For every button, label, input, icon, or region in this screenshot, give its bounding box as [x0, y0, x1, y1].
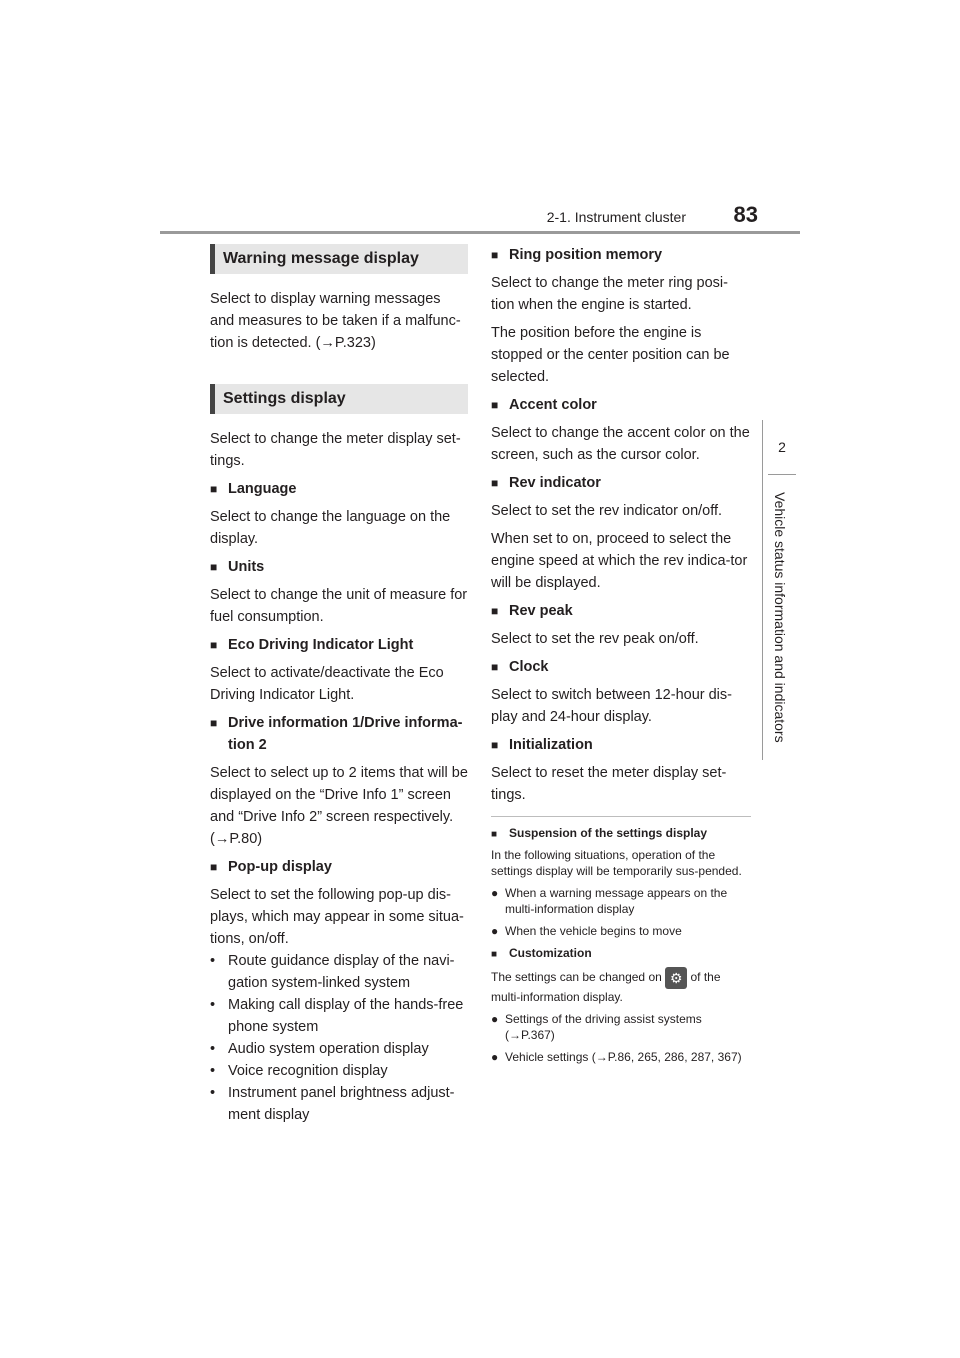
popup-text: Select to set the following pop-up dis-plays, which may appear in some situa-tions, on/off. [210, 887, 464, 947]
initialization-text: Select to reset the meter display set-tings. [491, 765, 727, 803]
clock-text: Select to switch between 12-hour dis-play and 24-hour display. [491, 687, 732, 725]
list-item: ● Vehicle settings (→P.86, 265, 286, 287, 367) [491, 1050, 742, 1064]
accent-color-text: Select to change the accent color on the screen, such as the cursor color. [491, 425, 750, 463]
clock-heading: ■ Clock [491, 656, 751, 678]
list-item: • Route guidance display of the navi-gation system-linked system [210, 953, 455, 991]
list-item: • Instrument panel brightness adjust-ment display [210, 1085, 455, 1123]
rev-indicator-text-2: When set to on, proceed to select the engine speed at which the rev indica-tor will be displayed. [491, 531, 748, 591]
language-text: Select to change the language on the display. [210, 509, 451, 547]
rev-peak-text: Select to set the rev peak on/off. [491, 631, 699, 647]
tab-divider [768, 474, 796, 475]
customization-heading: ■ Customization [491, 945, 751, 963]
suspension-heading: ■ Suspension of the settings display [491, 825, 751, 843]
square-bullet-icon [491, 600, 509, 622]
square-bullet-icon [210, 556, 228, 578]
units-text: Select to change the unit of measure for fuel consumption. [210, 587, 468, 625]
list-item: • Audio system operation display [210, 1041, 429, 1057]
square-bullet-icon [491, 945, 509, 963]
initialization-heading: ■ Initialization [491, 734, 751, 756]
list-item: • Making call display of the hands-free phone system [210, 997, 464, 1035]
language-heading: ■ Language [210, 478, 468, 500]
units-heading: ■ Units [210, 556, 468, 578]
right-column [491, 244, 751, 1071]
square-bullet-icon [491, 244, 509, 266]
page-number: 83 [733, 202, 758, 227]
ring-position-heading: ■ Ring position memory [491, 244, 751, 266]
ring-position-text-2: The position before the engine is stopped or the center position can be selected. [491, 325, 730, 385]
section-title: 2-1. Instrument cluster [546, 209, 686, 225]
warning-message-text: Select to display warning messages and measures to be taken if a malfunc-tion is detected. (→P.323) [210, 291, 461, 351]
tab-rule [762, 420, 763, 760]
notes-section [491, 816, 751, 1065]
square-bullet-icon [210, 856, 228, 878]
chapter-title: Vehicle status information and indicators [772, 492, 788, 743]
popup-heading: ■ Pop-up display [210, 856, 468, 878]
eco-text: Select to activate/deactivate the Eco Driving Indicator Light. [210, 665, 444, 703]
settings-display-heading: Settings display [210, 384, 468, 414]
square-bullet-icon [491, 825, 509, 843]
rev-indicator-text: Select to set the rev indicator on/off. [491, 503, 723, 519]
square-bullet-icon [210, 478, 228, 500]
square-bullet-icon [491, 472, 509, 494]
list-item: • Voice recognition display [210, 1063, 388, 1079]
square-bullet-icon [491, 656, 509, 678]
warning-message-heading: Warning message display [210, 244, 468, 274]
customization-text: The settings can be changed on ⚙ of the multi-information display. [491, 967, 751, 1005]
gear-icon: ⚙ [665, 967, 687, 989]
list-item: ● When the vehicle begins to move [491, 924, 682, 938]
settings-display-text: Select to change the meter display set-tings. [210, 431, 461, 469]
accent-color-heading: ■ Accent color [491, 394, 751, 416]
square-bullet-icon [210, 712, 228, 756]
rev-peak-heading: ■ Rev peak [491, 600, 751, 622]
left-column [210, 244, 468, 1126]
suspension-text: In the following situations, operation of the settings display will be temporarily sus-pended. [491, 848, 742, 878]
rev-indicator-heading: ■ Rev indicator [491, 472, 751, 494]
drive-info-heading: ■ Drive information 1/Drive informa-tion 2 [210, 712, 468, 756]
eco-heading: ■ Eco Driving Indicator Light [210, 634, 468, 656]
square-bullet-icon [491, 734, 509, 756]
list-item: ● When a warning message appears on the multi-information display [491, 886, 728, 916]
ring-position-text: Select to change the meter ring posi-tion when the engine is started. [491, 275, 728, 313]
chapter-tab [762, 420, 960, 760]
page-header [160, 198, 800, 234]
list-item: ● Settings of the driving assist systems (→P.367) [491, 1012, 702, 1042]
square-bullet-icon [210, 634, 228, 656]
square-bullet-icon [491, 394, 509, 416]
chapter-number: 2 [778, 439, 786, 455]
drive-info-text: Select to select up to 2 items that will be displayed on the “Drive Info 1” screen and “Drive Info 2” screen respectively. (→P.80) [210, 765, 468, 847]
